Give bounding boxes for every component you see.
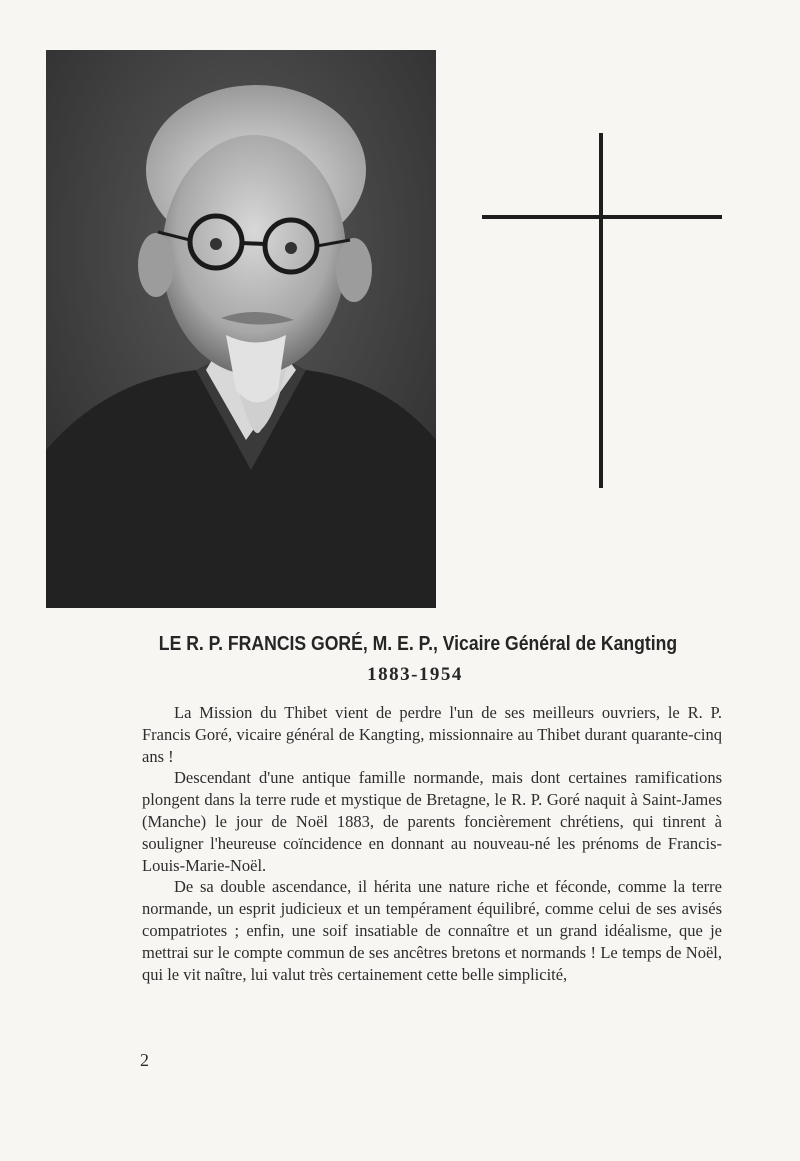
paragraph: De sa double ascendance, il hérita une nature riche et féconde, comme la terre normande, un esprit judicieux et un tempérament équilibré, comme celui de ses avisés compatriotes ; enfin, une soif insatiable de connaître et un grand idéalisme, que je mettrai sur le compte commun de ses ancêtres bretons et normands ! Le temps de Noël, qui le vit naître, lui valut très certainement cette belle simplicité, <box>142 877 722 984</box>
paragraph: La Mission du Thibet vient de perdre l'un de ses meilleurs ouvriers, le R. P. Francis Goré, vicaire général de Kangting, missionnaire au Thibet durant quarante-cinq ans ! <box>142 703 722 766</box>
article-body <box>142 702 722 985</box>
paragraph: Descendant d'une antique famille normande, mais dont certaines ramifications plongent dans la terre rude et mystique de Bretagne, le R. P. Goré naquit à Saint-James (Manche) le jour de Noël 1883, de parents foncièrement chrétiens, qui tinrent à souligner l'heureuse coïncidence en donnant au nouveau-né les prénoms de Francis-Louis-Marie-Noël. <box>142 768 722 875</box>
portrait-photo <box>46 50 436 608</box>
page-number: 2 <box>140 1050 149 1070</box>
years-subtitle: 1883-1954 <box>367 664 463 685</box>
cross-icon <box>482 133 722 488</box>
article-title: LE R. P. FRANCIS GORÉ, M. E. P., Vicaire Général de Kangting <box>158 633 678 655</box>
